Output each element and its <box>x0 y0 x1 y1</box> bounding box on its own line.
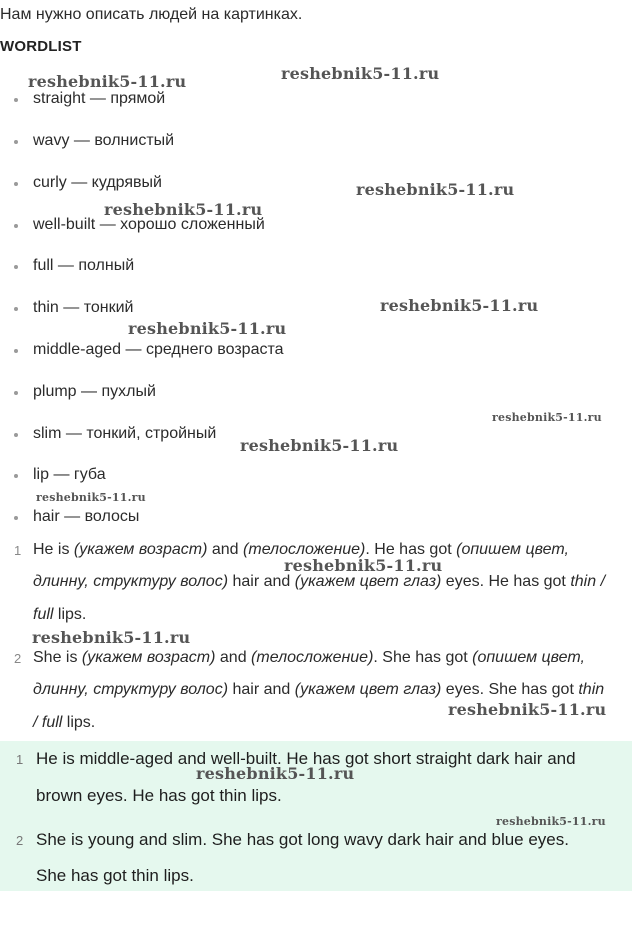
wordlist-item: slim — тонкий, стройный <box>14 424 216 444</box>
answer-number: 1 <box>16 752 24 767</box>
wordlist-heading: WORDLIST <box>0 38 82 55</box>
wordlist-item: well-built — хорошо сложенный <box>14 215 265 235</box>
bullet-icon <box>14 391 18 395</box>
wordlist-item: middle-aged — среднего возраста <box>14 340 284 360</box>
bullet-icon <box>14 182 18 186</box>
watermark: reshebnik5-11.ru <box>492 411 602 424</box>
bullet-icon <box>14 307 18 311</box>
watermark: reshebnik5-11.ru <box>104 200 263 219</box>
answer-line: brown eyes. He has got thin lips. <box>36 786 282 805</box>
task-line: длинну, структуру волос) hair and (укажем цвет глаз) eyes. She has got thin <box>33 681 605 698</box>
task-line: She is (укажем возраст) and (телосложение). She has got (опишем цвет, <box>33 649 585 666</box>
watermark: reshebnik5-11.ru <box>281 64 440 83</box>
watermark: reshebnik5-11.ru <box>32 628 191 647</box>
bullet-icon <box>14 474 18 478</box>
bullet-icon <box>14 349 18 353</box>
watermark: reshebnik5-11.ru <box>356 180 515 199</box>
bullet-icon <box>14 265 18 269</box>
wordlist-item: full — полный <box>14 256 134 276</box>
watermark: reshebnik5-11.ru <box>380 296 539 315</box>
watermark: reshebnik5-11.ru <box>496 815 606 828</box>
wordlist-item: thin — тонкий <box>14 298 133 318</box>
intro-text: Нам нужно описать людей на картинках. <box>0 6 303 23</box>
bullet-icon <box>14 433 18 437</box>
bullet-icon <box>14 140 18 144</box>
watermark: reshebnik5-11.ru <box>284 556 443 575</box>
answer-number: 2 <box>16 833 24 848</box>
task-line: full lips. <box>33 606 87 623</box>
watermark: reshebnik5-11.ru <box>128 319 287 338</box>
watermark: reshebnik5-11.ru <box>448 700 607 719</box>
task-number: 2 <box>14 651 22 666</box>
watermark: reshebnik5-11.ru <box>36 491 146 504</box>
task-line: длинну, структуру волос) hair and (укажем цвет глаз) eyes. He has got thin / <box>33 573 606 590</box>
wordlist-item: lip — губа <box>14 465 106 485</box>
bullet-icon <box>14 516 18 520</box>
wordlist-item: hair — волосы <box>14 507 139 527</box>
answer-line: She is young and slim. She has got long wavy dark hair and blue eyes. <box>36 830 569 849</box>
watermark: reshebnik5-11.ru <box>28 72 187 91</box>
answer-line: She has got thin lips. <box>36 866 194 885</box>
answer-line: He is middle-aged and well-built. He has got short straight dark hair and <box>36 749 576 768</box>
wordlist-item: curly — кудрявый <box>14 173 162 193</box>
task-line: He is (укажем возраст) and (телосложение). He has got (опишем цвет, <box>33 541 569 558</box>
watermark: reshebnik5-11.ru <box>196 764 355 783</box>
bullet-icon <box>14 98 18 102</box>
task-number: 1 <box>14 543 22 558</box>
wordlist-item: wavy — волнистый <box>14 131 174 151</box>
wordlist-item: straight — прямой <box>14 89 165 109</box>
watermark: reshebnik5-11.ru <box>240 436 399 455</box>
bullet-icon <box>14 224 18 228</box>
task-line: / full lips. <box>33 714 96 731</box>
wordlist-item: plump — пухлый <box>14 382 156 402</box>
